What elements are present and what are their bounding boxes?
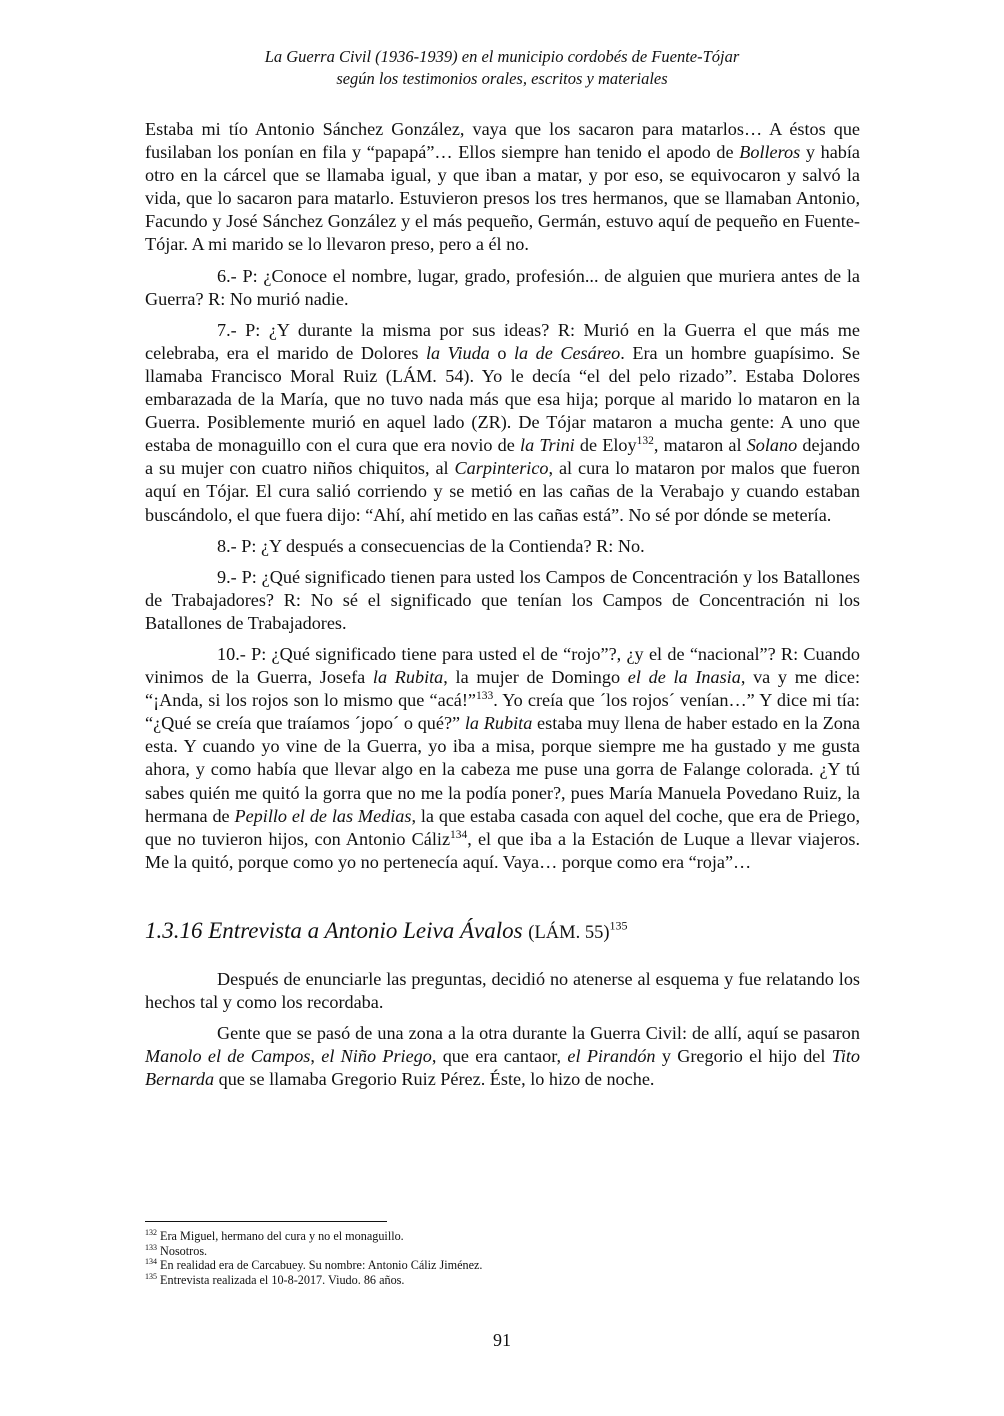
body-text bbox=[145, 118, 860, 1091]
page-number: 91 bbox=[493, 1330, 511, 1350]
section-heading bbox=[145, 916, 860, 948]
paragraph-question-6: 6.- P: ¿Conoce el nombre, lugar, grado, profesión... de alguien que muriera antes de la Guerra? R: No murió nadie. bbox=[145, 265, 860, 309]
paragraph-question-8: 8.- P: ¿Y después a consecuencias de la Contienda? R: No. bbox=[217, 535, 645, 556]
footnotes bbox=[145, 1229, 860, 1287]
footnote-item: $^{134}$ En realidad era de Carcabuey. Su nombre: Antonio Cáliz Jiménez. bbox=[145, 1257, 483, 1273]
paragraph-question-9: 9.- P: ¿Qué significado tienen para usted los Campos de Concentración y los Batallones de Trabajadores? R: No sé el significado que tenían los Campos de Concentración ni los Batallones de Trabajadores. bbox=[145, 566, 860, 633]
header-line-1: La Guerra Civil (1936-1939) en el municipio cordobés de Fuente-Tójar bbox=[264, 47, 740, 66]
paragraph-question-10: 10.- P: ¿Qué significado tiene para usted el de “rojo”?, ¿y el de “nacional”? R: Cuando vinimos de la Guerra, Josefa la Rubita, la mujer de Domingo el de la Inasia, va y me dice: “¡Anda, si los rojos son lo mismo que “acá!”$^{133}$. Yo creía que ´los rojos´ venían…” Y dice mi tía: “¿Qué se creía que traíamos ´jopo´ o qué?” la Rubita estaba muy llena de haber estado en la Zona esta. Y cuando yo vine de la Guerra, yo iba a misa, porque siempre me ha gustado y me gusta ahora, y como había que llevar algo en la cabeza me puse una gorra de Falange colorada. ¿Y tú sabes quién me quitó la gorra que no me la podía poner?, pues María Manuela Povedano Ruiz, la hermana de Pepillo el de las Medias, la que estaba casada con aquel del coche, que era de Priego, que no tuvieron hijos, con Antonio Cáliz$^{134}$, el que iba a la Estación de Luque a llevar viajeros. Me la quitó, porque como yo no pertenecía aquí. Vaya… porque como era “roja”… bbox=[145, 643, 861, 872]
section-plate-ref: (LÁM. 55) bbox=[528, 922, 610, 943]
running-header bbox=[0, 46, 1004, 90]
footnote-ref-134[interactable]: 134 bbox=[450, 828, 468, 841]
paragraph-question-7: 7.- P: ¿Y durante la misma por sus ideas? R: Murió en la Guerra el que más me celebraba, era el marido de Dolores la Viuda o la de Cesáreo. Era un hombre guapísimo. Se llamaba Francisco Moral Ruiz (LÁM. 54). Yo le decía “el del pelo rizado”. Estaba Dolores embarazada de la María, que no tuvo nada más que esa hija; porque al marido lo mataron en la Guerra. Posiblemente murió en aquel lado (ZR). De Tójar mataron a mucha gente: A uno que estaba de monaguillo con el cura que era novio de la Trini de Eloy$^{132}$, mataron al Solano dejando a su mujer con cuatro niños chiquitos, al Carpinterico, al cura lo mataron por malos que fueron aquí en Tójar. El cura salió corriendo y se metió en las cañas de la Verabajo y cuando estaban buscándolo, el que fuera dijo: “Ahí, ahí metido en las cañas está”. No sé por dónde se metería. bbox=[145, 319, 861, 525]
footnote-item: $^{132}$ Era Miguel, hermano del cura y no el monaguillo. bbox=[145, 1227, 404, 1243]
footnote-ref-132[interactable]: 132 bbox=[636, 435, 654, 448]
paragraph-intro: Después de enunciarle las preguntas, decidió no atenerse al esquema y fue relatando los hechos tal y como los recordaba. bbox=[145, 968, 860, 1012]
paragraph-people-crossed: Gente que se pasó de una zona a la otra durante la Guerra Civil: de allí, aquí se pasaron Manolo el de Campos, el Niño Priego, que era cantaor, el Pirandón y Gregorio el hijo del Tito Bernarda que se llamaba Gregorio Ruiz Pérez. Éste, lo hizo de noche. bbox=[145, 1023, 861, 1090]
footnote-divider bbox=[145, 1221, 387, 1222]
footnote-item: $^{135}$ Entrevista realizada el 10-8-2017. Viudo. 86 años. bbox=[145, 1271, 405, 1287]
header-line-2: según los testimonios orales, escritos y materiales bbox=[336, 69, 668, 88]
footnote-ref-133[interactable]: 133 bbox=[475, 690, 494, 703]
paragraph-testimony-continuation: Estaba mi tío Antonio Sánchez González, vaya que los sacaron para matarlos… A éstos que fusilaban los ponían en fila y “papapá”… Ellos siempre han tenido el apodo de Bolleros y había otro en la cárcel que se llamaba igual, y que iban a matar, y por eso, se equivocaron y salvó la vida, que lo sacaron para matarlo. Estuvieron presos los tres hermanos, que se llamaban Antonio, Facundo y José Sánchez González y el más pequeño, Germán, estuvo aquí de pequeño en Fuente-Tójar. A mi marido se lo llevaron preso, pero a él no. bbox=[145, 119, 860, 255]
footnote-item: $^{133}$ Nosotros. bbox=[145, 1242, 208, 1258]
section-title: 1.3.16 Entrevista a Antonio Leiva Ávalos bbox=[145, 917, 523, 943]
footnote-ref-135[interactable]: 135 bbox=[609, 918, 628, 933]
